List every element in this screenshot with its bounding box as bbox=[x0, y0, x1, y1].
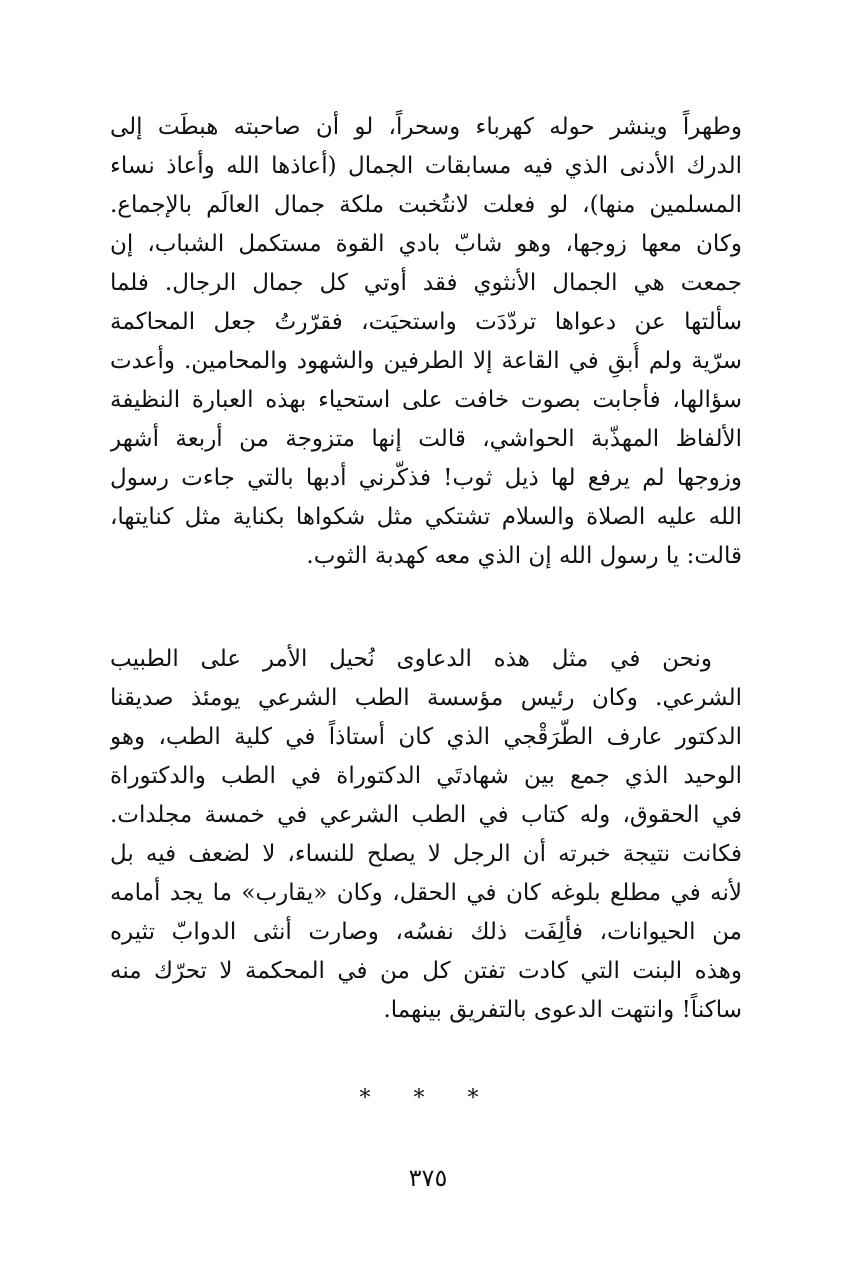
text-line: جمعت هي الجمال الأنثوي فقد أوتي كل جمال الرجال. فلما bbox=[110, 270, 742, 296]
text-line: سؤالها، فأجابت بصوت خافت على استحياء بهذه العبارة النظيفة bbox=[110, 387, 742, 413]
text-line: الألفاظ المهذّبة الحواشي، قالت إنها متزوجة من أربعة أشهر bbox=[110, 426, 742, 452]
text-line: المسلمين منها)، لو فعلت لانتُخبت ملكة جمال العالَم بالإجماع. bbox=[110, 192, 742, 218]
text-line: لأنه في مطلع بلوغه كان في الحقل، وكان «يقارب» ما يجد أمامه bbox=[110, 880, 742, 906]
paragraph-1 bbox=[110, 108, 742, 576]
paragraph-2 bbox=[110, 640, 742, 1030]
text-line-last: قالت: يا رسول الله إن الذي معه كهدبة الثوب. bbox=[306, 543, 742, 569]
text-line-last: ساكناً! وانتهت الدعوى بالتفريق بينهما. bbox=[383, 997, 742, 1023]
text-line: سألتها عن دعواها تردّدَت واستحيَت، فقرّرتُ جعل المحاكمة bbox=[110, 309, 742, 335]
text-line: وطهراً وينشر حوله كهرباء وسحراً، لو أن صاحبته هبطَت إلى bbox=[110, 114, 742, 140]
text-line: الدرك الأدنى الذي فيه مسابقات الجمال (أعاذها الله وأعاذ نساء bbox=[110, 153, 742, 179]
text-line: من الحيوانات، فألِفَت ذلك نفسُه، وصارت أنثى الدوابّ تثيره bbox=[110, 919, 742, 945]
text-line: وزوجها لم يرفع لها ذيل ثوب! فذكّرني أدبها بالتي جاءت رسول bbox=[110, 465, 742, 491]
section-separator: * * * bbox=[359, 1086, 497, 1111]
text-line: سرّية ولم أُبقِ في القاعة إلا الطرفين والشهود والمحامين. وأعدت bbox=[110, 348, 742, 374]
page-number: ٣٧٥ bbox=[408, 1164, 448, 1192]
text-line-first: ونحن في مثل هذه الدعاوى نُحيل الأمر على الطبيب bbox=[110, 646, 712, 672]
text-line: وكان معها زوجها، وهو شابّ بادي القوة مستكمل الشباب، إن bbox=[110, 231, 742, 257]
text-line: فكانت نتيجة خبرته أن الرجل لا يصلح للنساء، لا لضعف فيه بل bbox=[110, 841, 742, 867]
text-line: وهذه البنت التي كادت تفتن كل من في المحكمة لا تحرّك منه bbox=[110, 958, 742, 984]
text-line: في الحقوق، وله كتاب في الطب الشرعي في خمسة مجلدات. bbox=[110, 802, 742, 828]
text-line: الوحيد الذي جمع بين شهادتَي الدكتوراة في الطب والدكتوراة bbox=[110, 763, 742, 789]
text-line: الدكتور عارف الطّرَقْجي الذي كان أستاذاً في كلية الطب، وهو bbox=[110, 724, 742, 750]
text-line: الشرعي. وكان رئيس مؤسسة الطب الشرعي يومئذ صديقنا bbox=[110, 685, 742, 711]
text-line: الله عليه الصلاة والسلام تشتكي مثل شكواها بكناية مثل كنايتها، bbox=[110, 504, 742, 530]
